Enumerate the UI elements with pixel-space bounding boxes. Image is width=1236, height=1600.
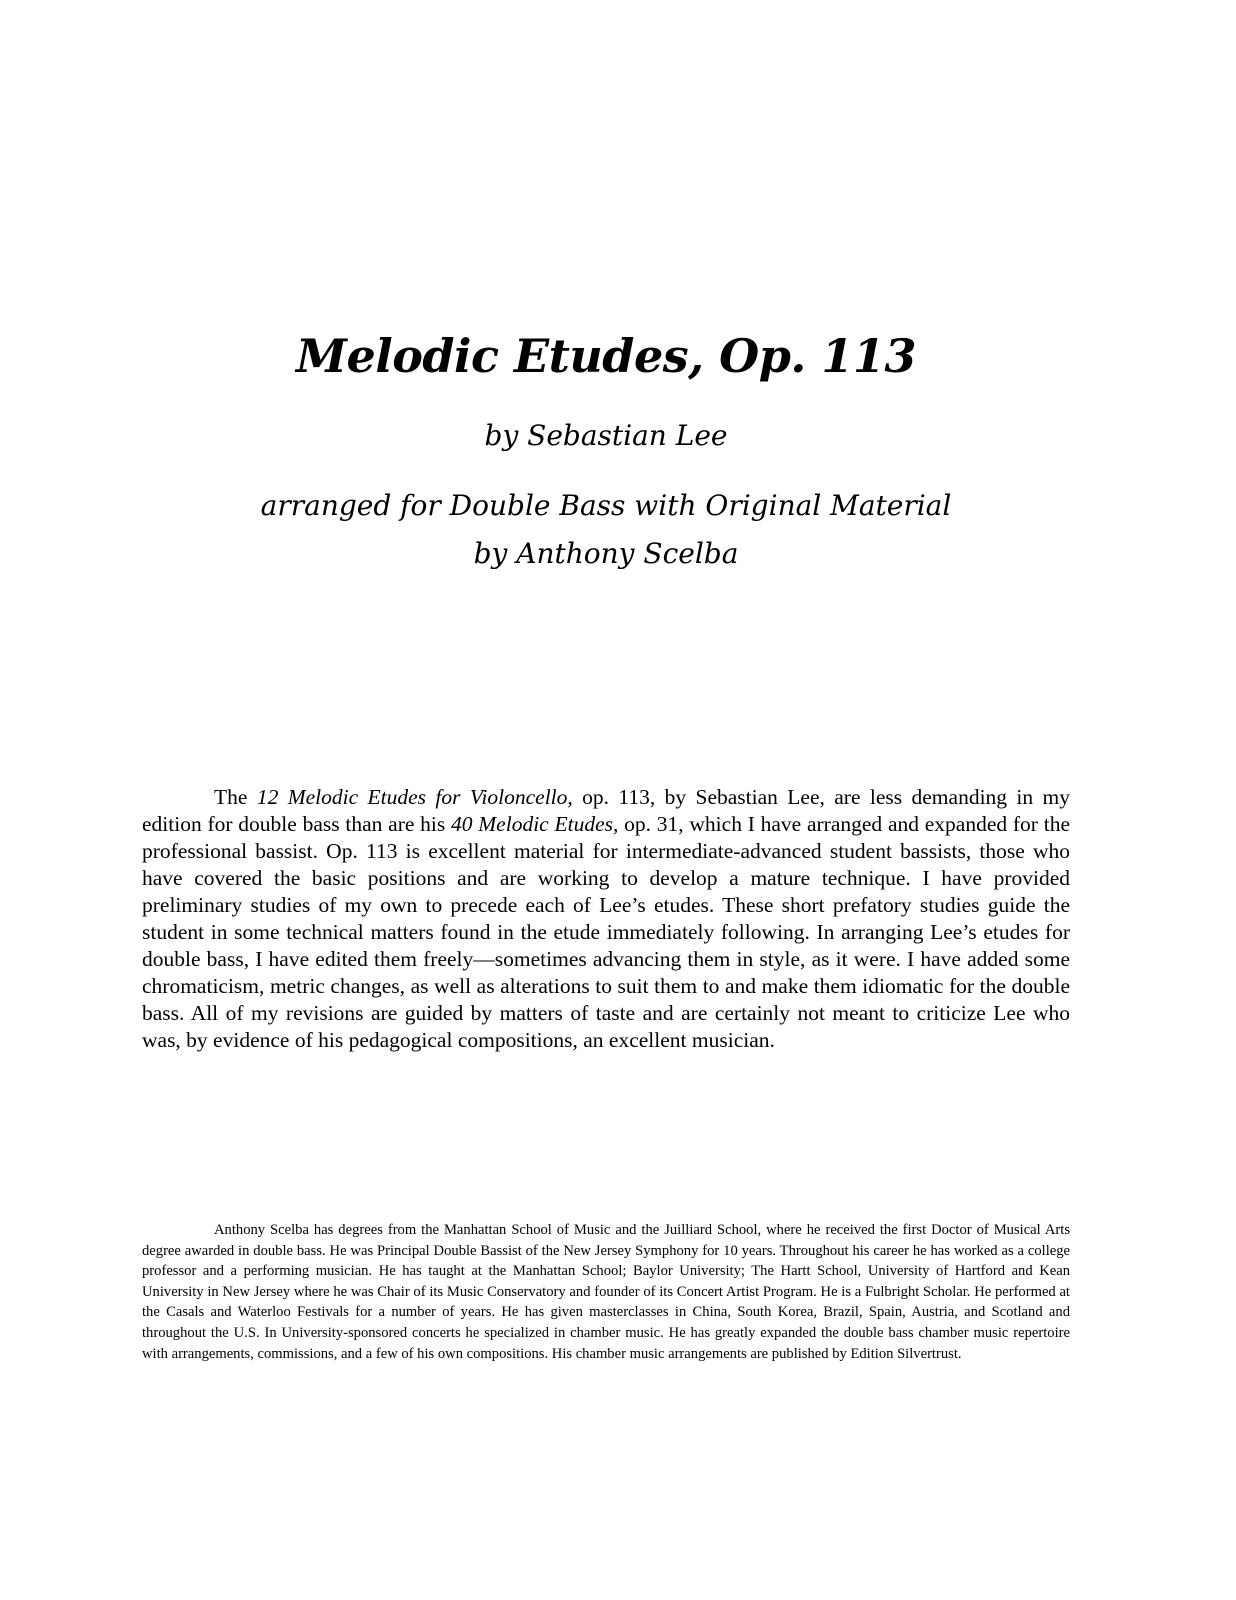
intro-paragraph bbox=[142, 784, 1070, 1054]
arrangement-line: arranged for Double Bass with Original Material bbox=[260, 489, 952, 522]
intro-title-italic-1: 12 Melodic Etudes for Violoncello, bbox=[256, 785, 573, 809]
intro-title-italic-2: 40 Melodic Etudes, bbox=[451, 812, 619, 836]
intro-text-1: The bbox=[214, 785, 257, 809]
intro-text-2: op. 113, by Sebastian Lee, are less demanding in my edition for double bass than are his bbox=[142, 785, 1070, 836]
arranger-bio bbox=[142, 1220, 1070, 1364]
arranger-line: by Anthony Scelba bbox=[473, 537, 739, 570]
document-title: Melodic Etudes, Op. 113 bbox=[296, 329, 916, 383]
intro-text-3: op. 31, which I have arranged and expanded for the professional bassist. Op. 113 is excellent material for intermediate-advanced student bassists, those who have covered the basic positions and are working to develop a mature technique. I have provided preliminary studies of my own to precede each of Lee’s etudes. These short prefatory studies guide the student in some technical matters found in the etude immediately following. In arranging Lee’s etudes for double bass, I have edited them freely—sometimes advancing them in style, as it were. I have added some chromaticism, metric changes, as well as alterations to suit them to and make them idiomatic for the double bass. All of my revisions are guided by matters of taste and are certainly not meant to criticize Lee who was, by evidence of his pedagogical compositions, an excellent musician. bbox=[142, 812, 1070, 1052]
bio-text: Anthony Scelba has degrees from the Manhattan School of Music and the Juilliard School, where he received the first Doctor of Musical Arts degree awarded in double bass. He was Principal Double Bassist of the New Jersey Symphony for 10 years. Throughout his career he has worked as a college professor and a performing musician. He has taught at the Manhattan School; Baylor University; The Hartt School, University of Hartford and Kean University in New Jersey where he was Chair of its Music Conservatory and founder of its Concert Artist Program. He is a Fulbright Scholar. He performed at the Casals and Waterloo Festivals for a number of years. He has given masterclasses in China, South Korea, Brazil, Spain, Austria, and Scotland and throughout the U.S. In University-sponsored concerts he specialized in chamber music. He has greatly expanded the double bass chamber music repertoire with arrangements, commissions, and a few of his own compositions. His chamber music arrangements are published by Edition Silvertrust. bbox=[142, 1222, 1070, 1362]
composer-line: by Sebastian Lee bbox=[484, 419, 728, 452]
